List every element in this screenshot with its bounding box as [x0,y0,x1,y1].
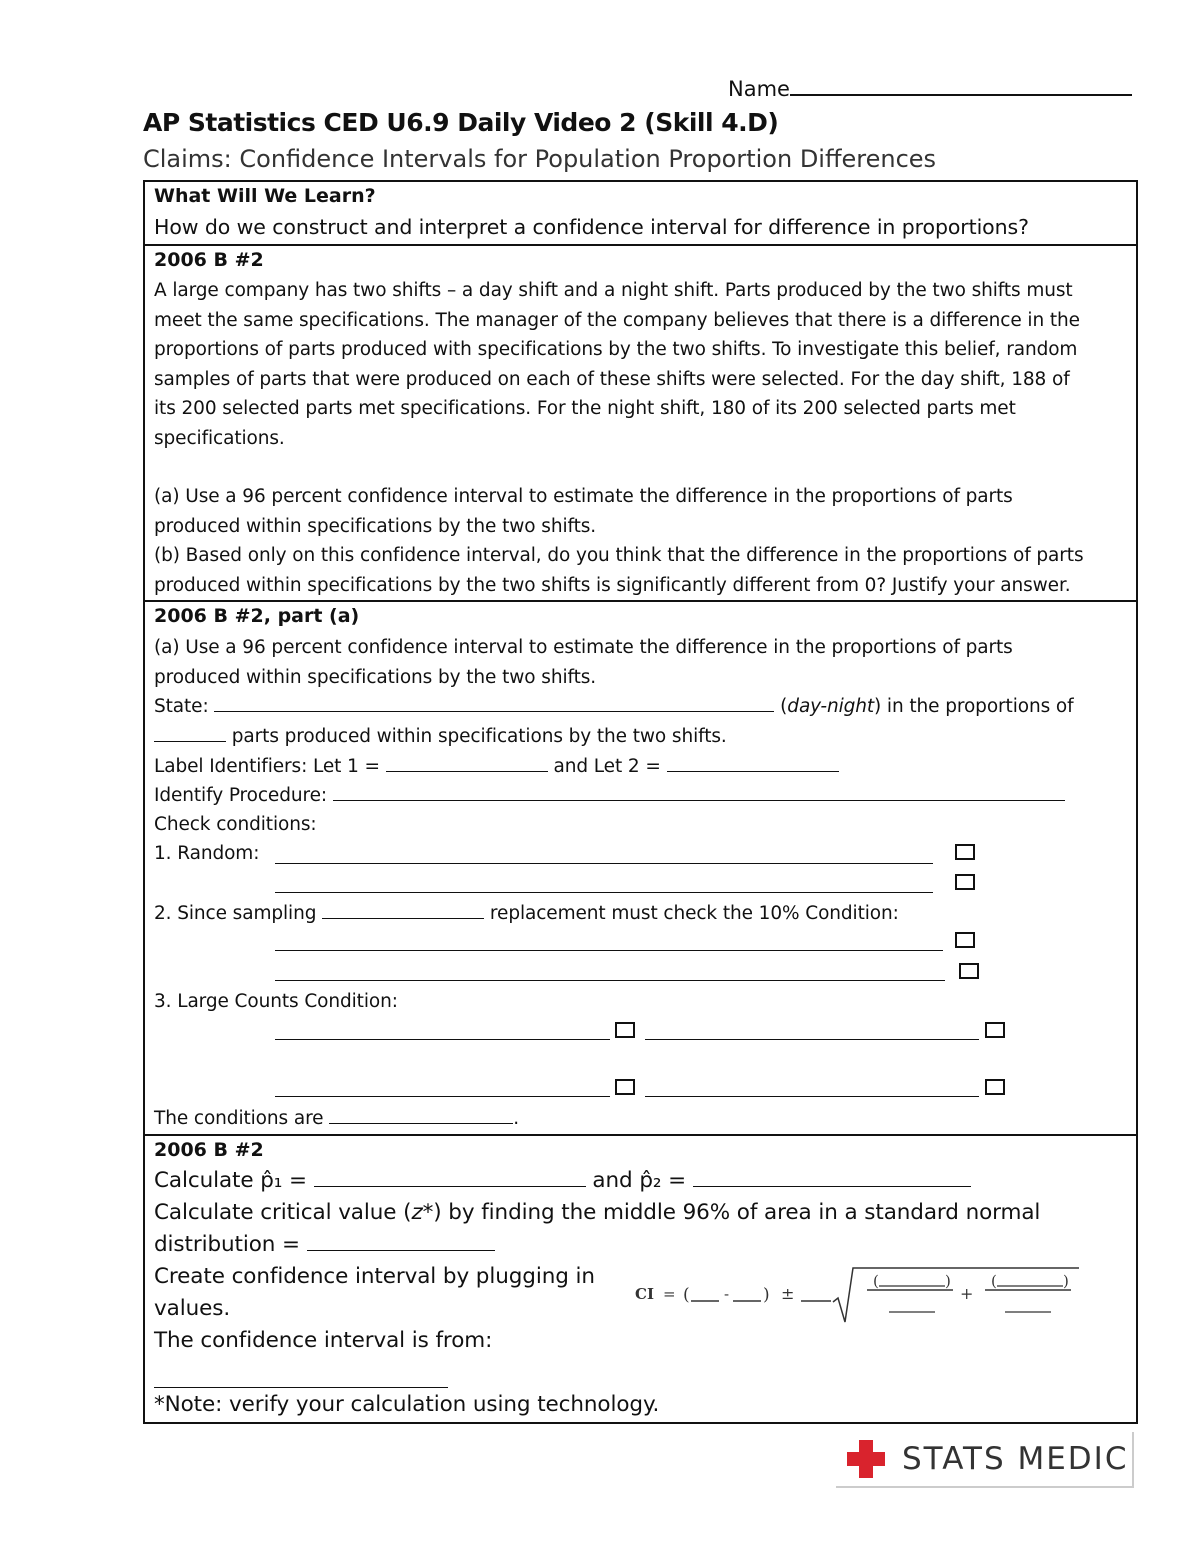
medical-cross-icon [844,1437,888,1481]
label-identifiers: Label Identifiers: Let 1 = [154,756,386,777]
critical-value-row [154,1198,1040,1228]
problem-line: samples of parts that were produced on each of these shifts were selected. For the day shift, 188 of [154,369,1070,390]
name-label: Name [728,77,790,101]
create-ci-line: Create confidence interval by plugging in [154,1264,595,1289]
critical-value-end: ) by finding the middle 96% of area in a standard normal [433,1200,1041,1225]
part-b-prompt: produced within specifications by the two shifts is significantly different from 0? Justify your answer. [154,575,1071,596]
random-checkbox-2[interactable] [955,874,975,890]
procedure-blank[interactable] [333,782,1065,801]
ten-percent-checkbox-2[interactable] [959,963,979,979]
random-blank-1[interactable] [275,863,933,864]
with-without-blank[interactable] [322,900,484,919]
and-label: and [585,1168,640,1193]
part-a-heading: 2006 B #2, part (a) [154,605,360,627]
ci-formula [635,1264,1085,1324]
ten-percent-row [154,899,899,929]
ci-blank[interactable] [154,1387,448,1388]
page-title: AP Statistics CED U6.9 Daily Video 2 (Skill 4.D) [143,108,779,137]
part-a-prompt: produced within specifications by the two shifts. [154,516,597,537]
cross-horizontal [847,1452,885,1466]
problem-line: A large company has two shifts – a day shift and a night shift. Parts produced by the two shifts must [154,280,1073,301]
ten-percent-end: replacement must check the 10% Condition: [484,903,899,924]
part-a-prompt: (a) Use a 96 percent confidence interval to estimate the difference in the proportions of parts [154,486,1013,507]
large-counts-blank-2[interactable] [645,1039,979,1040]
calc-heading: 2006 B #2 [154,1139,264,1161]
formula-num-1: ( [873,1272,879,1290]
ten-percent-start: 2. Since sampling [154,903,323,924]
check-conditions: Check conditions: [154,814,317,835]
learn-section [143,180,1138,246]
let-1-blank[interactable] [386,753,548,772]
stats-medic-logo [836,1432,1134,1488]
state-row-2 [154,722,727,752]
p1-blank[interactable] [314,1168,586,1187]
procedure-row [154,781,1065,811]
formula-plus: + [960,1284,974,1303]
problem-section [143,244,1138,602]
critical-value-start: Calculate critical value ( [154,1200,412,1225]
create-ci-line: values. [154,1296,231,1321]
p2-blank[interactable] [693,1168,971,1187]
conditions-are-row [154,1104,519,1134]
large-counts-blank-4[interactable] [645,1096,979,1097]
state-row: State: (day-night) in the proportions of [154,692,1074,722]
formula-eq: = [663,1285,676,1303]
and-let-2: and Let 2 = [547,756,667,777]
part-a-section [143,600,1138,1136]
z-star: z* [411,1200,434,1225]
formula-pm: ± [781,1284,795,1303]
large-counts-blank-3[interactable] [275,1096,610,1097]
learn-heading: What Will We Learn? [154,185,376,207]
distribution-label: distribution = [154,1232,307,1257]
name-blank[interactable] [790,74,1132,96]
ten-percent-checkbox-1[interactable] [955,932,975,948]
state-label: State: [154,696,209,717]
note: *Note: verify your calculation using technology. [154,1392,660,1417]
large-counts-checkbox-1[interactable] [615,1022,635,1038]
conditions-blank[interactable] [329,1105,513,1124]
state-line2: parts produced within specifications by the two shifts. [226,726,727,747]
formula-minus: - [724,1285,730,1303]
part-b-prompt: (b) Based only on this confidence interval, do you think that the difference in the proportions of parts [154,545,1084,566]
formula-num-2: ( [991,1272,997,1290]
p1-label: p̂₁ = [260,1168,314,1193]
label-identifiers-row [154,752,839,782]
random-row [154,839,259,869]
calculate-label: Calculate [154,1168,261,1193]
p2-label: p̂₂ = [639,1168,693,1193]
problem-line: its 200 selected parts met specifications. For the night shift, 180 of its 200 selected parts met [154,398,1016,419]
formula-ci: CI [635,1285,654,1303]
part-a-prompt: (a) Use a 96 percent confidence interval to estimate the difference in the proportions of parts [154,637,1013,658]
large-counts-checkbox-2[interactable] [985,1022,1005,1038]
sqrt-sign [833,1268,1079,1322]
ten-percent-blank-1[interactable] [275,950,943,951]
logo-text: STATS MEDIC [902,1441,1129,1477]
identify-procedure: Identify Procedure: [154,785,333,806]
p-hat-row [154,1166,971,1196]
large-counts-label: 3. Large Counts Condition: [154,991,398,1012]
period: . [513,1108,520,1129]
large-counts-checkbox-3[interactable] [615,1079,635,1095]
large-counts-blank-1[interactable] [275,1039,610,1040]
formula-num-2-close: ) [1063,1272,1069,1290]
distribution-row [154,1230,495,1260]
problem-line: proportions of parts produced with specifications by the two shifts. To investigate this belief, random [154,339,1078,360]
state-blank-2[interactable] [154,723,226,742]
conditions-are: The conditions are [154,1108,330,1129]
ten-percent-blank-2[interactable] [275,980,945,981]
let-2-blank[interactable] [667,753,839,772]
formula-num-1-close: ) [945,1272,951,1290]
formula-paren: ) [763,1285,770,1305]
distribution-blank[interactable] [307,1232,495,1251]
problem-heading: 2006 B #2 [154,249,264,271]
state-tail: in the proportions of [881,696,1074,717]
page-subtitle: Claims: Confidence Intervals for Population Proportion Differences [143,145,937,173]
problem-line: meet the same specifications. The manager of the company believes that there is a difference in the [154,310,1080,331]
random-blank-2[interactable] [275,892,933,893]
formula-paren: ( [683,1285,690,1305]
calculation-section [143,1134,1138,1424]
learn-question: How do we construct and interpret a confidence interval for difference in proportions? [154,215,1029,239]
name-field[interactable] [728,74,1132,101]
ci-from-label: The confidence interval is from: [154,1328,493,1353]
large-counts-checkbox-4[interactable] [985,1079,1005,1095]
random-label: 1. Random: [154,843,260,864]
state-blank[interactable] [214,693,774,712]
random-checkbox-1[interactable] [955,844,975,860]
problem-line: specifications. [154,428,285,449]
state-paren: day-night [787,696,875,717]
part-a-prompt: produced within specifications by the two shifts. [154,667,597,688]
